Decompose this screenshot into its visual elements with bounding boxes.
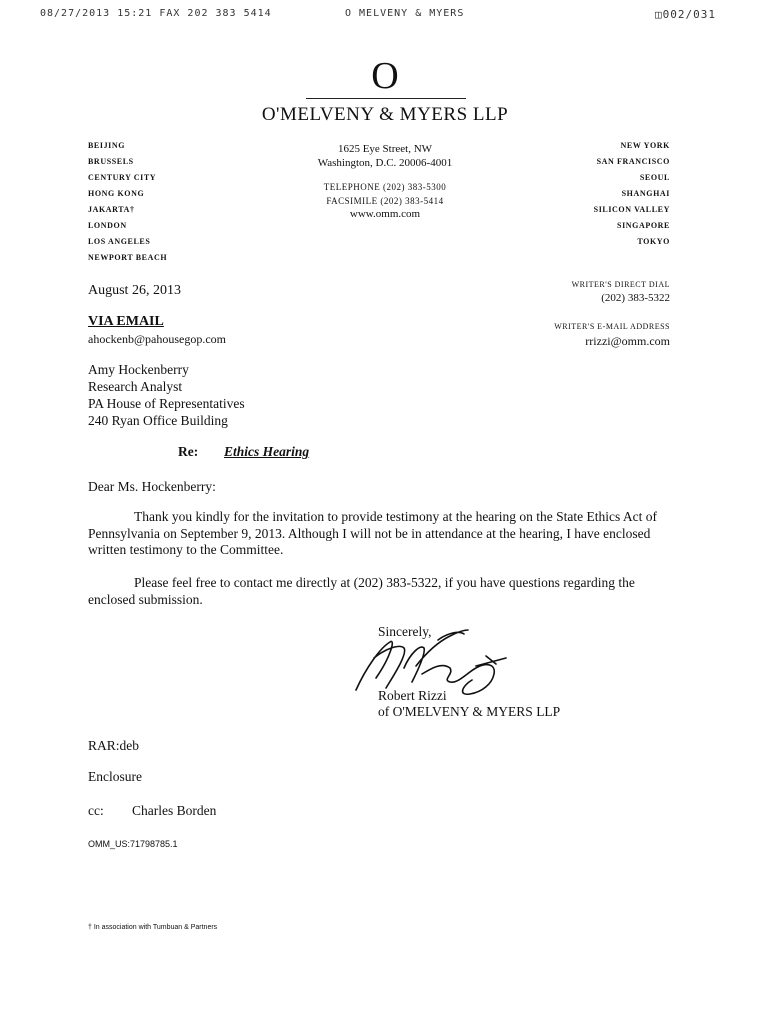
body-paragraph-2: Please feel free to contact me directly at (202) 383-5322, if you have questions regarding the enclosed submission. <box>88 575 635 607</box>
facsimile: FACSIMILE (202) 383-5414 <box>326 196 444 206</box>
recipient-address: 240 Ryan Office Building <box>88 413 228 428</box>
office-city: NEWPORT BEACH <box>88 253 168 262</box>
office-city: LOS ANGELES <box>88 237 151 246</box>
office-city: SAN FRANCISCO <box>596 157 670 166</box>
cc-name: Charles Borden <box>132 803 217 818</box>
fax-header-page: ◫002/031 <box>655 8 716 21</box>
document-id: OMM_US:71798785.1 <box>88 839 178 849</box>
direct-dial: (202) 383-5322 <box>601 292 670 304</box>
recipient-email: ahockenb@pahousegop.com <box>88 332 227 346</box>
signer-firm: of O'MELVENY & MYERS LLP <box>378 704 561 719</box>
office-city: NEW YORK <box>620 141 670 150</box>
office-city: SINGAPORE <box>617 221 670 230</box>
office-city: BEIJING <box>88 141 126 150</box>
office-city: JAKARTA† <box>88 205 135 214</box>
firm-logo: O <box>371 55 399 97</box>
city-address: Washington, D.C. 20006-4001 <box>317 157 453 169</box>
office-city: TOKYO <box>637 237 670 246</box>
office-city: BRUSSELS <box>88 157 134 166</box>
office-city: SEOUL <box>639 173 670 182</box>
association-note: † In association with Tumbuan & Partners <box>88 924 218 931</box>
office-city: CENTURY CITY <box>88 173 157 182</box>
closing-sincerely: Sincerely, <box>378 624 432 639</box>
office-city: LONDON <box>88 221 127 230</box>
delivery-method: VIA EMAIL <box>88 314 164 329</box>
office-city: SHANGHAI <box>621 189 670 198</box>
office-city: SILICON VALLEY <box>593 205 670 214</box>
firm-name: O'MELVENY & MYERS LLP <box>261 104 509 125</box>
recipient-name: Amy Hockenberry <box>88 362 189 377</box>
fax-icon: ◫ <box>655 8 663 21</box>
signer-name: Robert Rizzi <box>378 688 447 703</box>
subject-text: Ethics Hearing <box>224 444 310 459</box>
writer-email-label: WRITER'S E-MAIL ADDRESS <box>554 322 670 331</box>
typist-initials: RAR:deb <box>88 738 140 753</box>
fax-header-left: 08/27/2013 15:21 FAX 202 383 5414 <box>40 8 272 19</box>
logo-divider <box>306 98 466 99</box>
recipient-organization: PA House of Representatives <box>88 396 245 411</box>
cc-label: cc: <box>88 803 104 818</box>
letter-date: August 26, 2013 <box>88 283 181 298</box>
street-address: 1625 Eye Street, NW <box>337 143 433 155</box>
enclosure-notation: Enclosure <box>88 769 142 784</box>
fax-header-center: O MELVENY & MYERS <box>345 8 465 19</box>
telephone: TELEPHONE (202) 383-5300 <box>323 182 447 192</box>
salutation: Dear Ms. Hockenberry: <box>88 479 216 494</box>
office-city: HONG KONG <box>88 189 145 198</box>
recipient-title: Research Analyst <box>88 379 183 394</box>
body-paragraph-1: Thank you kindly for the invitation to provide testimony at the hearing on the State Ethics Act of Pennsylvania on September 9, 2013. Although I will not be in attendance at the hearing, I have enclosed written testimony to the Committee. <box>88 509 658 557</box>
direct-dial-label: WRITER'S DIRECT DIAL <box>571 280 670 289</box>
website: www.omm.com <box>349 208 421 220</box>
subject-label: Re: <box>178 444 199 459</box>
writer-email: rrizzi@omm.com <box>585 334 670 348</box>
